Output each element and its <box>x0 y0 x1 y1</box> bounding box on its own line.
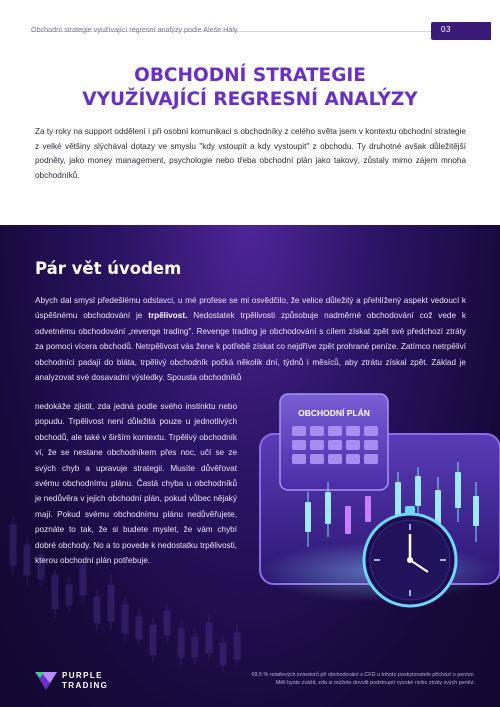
page-title-line1: OBCHODNÍ STRATEGIE <box>134 65 366 86</box>
purple-trading-logo-icon <box>35 672 57 690</box>
page-number: 03 <box>441 25 451 34</box>
plan-calendar-grid <box>292 426 378 464</box>
emphasis-patience: trpělivost. <box>148 311 188 321</box>
section-wrapped-paragraph: nedokáže zjistit, zda jedná podle svého instinktu nebo popudu. Trpělivost není důležitá pouze u jednotlivých obchodů, ale také v širším kontextu. Trpělivý obchodník ví, že se nestane obchodníkem přes noc, učí se ze svých chyb a upravuje strategii. Musíte důvěřovat svému obchodnímu plánu. Častá chyba u obchodníků je nedůvěra v jejich obchodní plán, pokud vůbec nějaký mají. Pokud svému obchodnímu plánu nedůvěřujete, poznáte to tak, že si budete myslet, že vám chybí dobré obchody. No a to povede k nedostatku trpělivosti, kterou obchodní plán potřebuje. <box>35 402 237 566</box>
page-number-tab <box>431 22 491 40</box>
intro-paragraph: Za ty roky na support oddělení i při osobní komunikaci s obchodníky z celého světa jsem v kontextu obchodní strategie z velké většiny slýchával dotazy ve smyslu "kdy vstoupit a kdy vystoupit" z obchodu. Ty druhotné avšak důležitější podněty, jako money management, psychologie nebo třeba obchodní plán jako takový, zůstaly mimo zájem mnoha obchodníků. <box>35 127 466 180</box>
disclaimer-line1: 69,5 % retailových investorů při obchodování s CFD u tohoto poskytovatele přichází o peníze. <box>251 672 475 678</box>
plan-panel-label: OBCHODNÍ PLÁN <box>298 408 370 418</box>
brand-name <box>62 671 108 691</box>
disclaimer-line2: Měli byste zvážit, zda si můžete dovolit podstoupit vysoké riziko ztráty svých peněz. <box>275 680 475 686</box>
section-heading: Pár vět úvodem <box>35 259 182 278</box>
trading-plan-illustration <box>248 372 500 652</box>
paragraph-part-b: Nedostatek trpělivosti způsobuje nadměrné obchodování což vede k odvetnému obchodování „revenge trading". Revenge trading je obchodování s cílem získat zpět své předchozí ztráty za pomoci vícera obchodů. Netrpělivost vás žene k potřebě získat co nejdříve zpět prohrané peníze. Zatímco netrpěliví obchodníci padají do bláta, trpělivý obchodník počká několik dní, týdnů i měsíců, aby ztrátu získal zpět. Základ je analyzovat své dosavadní výsledky. Spousta obchodníků <box>35 311 467 383</box>
page-title <box>20 64 480 112</box>
running-title: Obchodní strategie využívající regresní analýzy podle Aleše Hály <box>31 25 238 34</box>
paragraph-part-a: Abych dal smysl předešlému odstavci, u mé profese se mi osvědčilo, že velice důležitý a přehlížený aspekt vedoucí k úspěšnému obchodování je <box>35 296 466 321</box>
risk-disclaimer <box>200 671 475 687</box>
brand-line2: TRADING <box>62 681 109 690</box>
page-title-line2: VYUŽÍVAJÍCÍ REGRESNÍ ANALÝZY <box>82 89 418 110</box>
brand-line1: PURPLE <box>62 671 103 680</box>
